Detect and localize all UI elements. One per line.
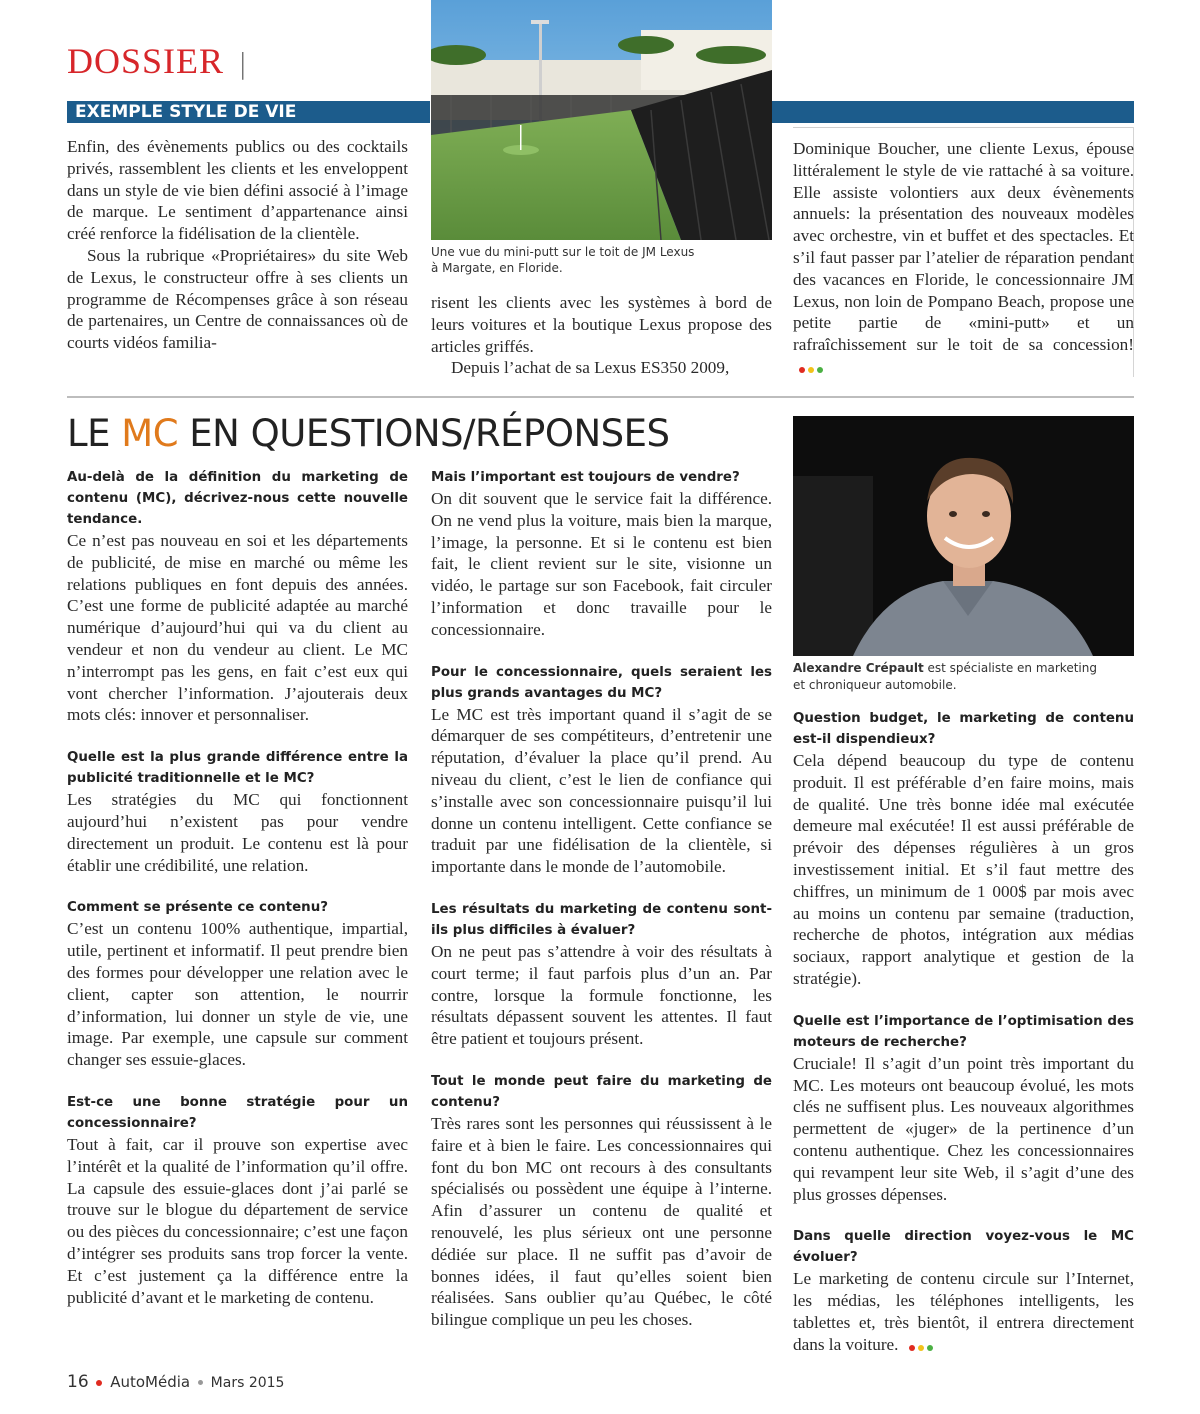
qa-item (67, 747, 408, 876)
qa-item (793, 1226, 1134, 1356)
qa-col1 (67, 467, 408, 1329)
qa-item (67, 897, 408, 1071)
publication-name: AutoMédia (110, 1373, 191, 1391)
qa-title-suffix: EN QUESTIONS/RÉPONSES (178, 412, 670, 455)
photo1-caption-line1: Une vue du mini-putt sur le toit de JM Lexus (431, 245, 695, 259)
photo2-caption (793, 660, 1138, 694)
yellow-dot-icon (918, 1345, 924, 1351)
portrait-photo (793, 416, 1134, 656)
mini-putt-photo (431, 0, 772, 240)
qa-title (67, 410, 670, 458)
qa-answer: Les stratégies du MC qui fonctionnent aujourd’hui n’existent pas pour vendre directement un produit. Le contenu est là pour établir une crédibilité, une relation. (67, 790, 408, 875)
top-col3-p1 (793, 138, 1134, 379)
page-number: 16 (67, 1372, 89, 1392)
green-dot-icon (927, 1345, 933, 1351)
top-col2-p1: risent les clients avec les systèmes à bord de leurs voitures et la boutique Lexus propose des articles griffés. (431, 293, 772, 356)
qa-item (431, 467, 772, 641)
qa-answer: On dit souvent que le service fait la différence. On ne vend plus la voiture, mais bien la marque, l’image, la personne. Et si le contenu est bien fait, le client revient sur le site, visionne un vidéo, le partage sur son Facebook, fait circuler l’information et donc travaille pour le concessionnaire. (431, 489, 772, 639)
subsection-bar-right (772, 101, 1134, 123)
green-dot-icon (817, 367, 823, 373)
end-mark-dots (799, 357, 826, 379)
subsection-bar (67, 101, 430, 123)
qa-item (431, 1071, 772, 1331)
qa-question: Les résultats du marketing de contenu sont-ils plus difficiles à évaluer? (431, 901, 772, 938)
qa-question: Pour le concessionnaire, quels seraient les plus grands avantages du MC? (431, 664, 772, 701)
red-dot-icon (799, 367, 805, 373)
author-name: Alexandre Crépault (793, 661, 924, 675)
top-col3-rule (793, 127, 1134, 128)
qa-question: Quelle est l’importance de l’optimisation des moteurs de recherche? (793, 1013, 1134, 1050)
qa-col3 (793, 708, 1134, 1378)
qa-question: Mais l’important est toujours de vendre? (431, 470, 740, 485)
photo1-caption-line2: à Margate, en Floride. (431, 261, 563, 275)
qa-answer: Cruciale! Il s’agit d’un point très important du MC. Les moteurs ont beaucoup évolué, les mots clés ne suffisent plus. Les nouveaux algorithmes permettent de «juger» de la pertinence d’un contenu authentique. Chez les concessionnaires qui revampent leur site Web, il s’agit d’une des plus grosses dépenses. (793, 1053, 1134, 1204)
top-col1-p2: Sous la rubrique «Propriétaires» du site Web de Lexus, le constructeur offre à ses clients un programme de Récompenses grâce à son réseau de partenaires, un Centre de connaissances où de courts vidéos familia- (67, 245, 408, 353)
end-mark-dots (909, 1335, 936, 1357)
qa-answer: Cela dépend beaucoup du type de contenu produit. Il est préférable d’en faire moins, mais de qualité. Une très bonne idée mal exécutée demeure mal exécutée! Il est aussi préférable de prévoir des dépenses régulières à un gros investissement initial. Et s’il faut mettre des chiffres, un minimum de 1 000$ par mois avec au moins un contenu par semaine (traduction, recherche de photos, intégration aux médias sociaux, rapport analytique et gestion de la stratégie). (793, 751, 1134, 988)
top-col2-p2: Depuis l’achat de sa Lexus ES350 2009, (451, 358, 730, 378)
qa-answer: Tout à fait, car il prouve son expertise avec l’intérêt et la qualité de l’information qu’il offre. La capsule des essuie-glaces dont j’ai parlé se trouve sur le blogue du département de service ou des pièces du concessionnaire; c’est une façon d’intégrer ses produits sans trop forcer la vente. Et c’est justement ça la différence entre la publicité d’avant et le marketing de contenu. (67, 1134, 408, 1307)
qa-question: Quelle est la plus grande différence entre la publicité traditionnelle et le MC? (67, 750, 408, 787)
section-divider (67, 396, 1134, 398)
page-footer (67, 1372, 284, 1393)
qa-item (67, 467, 408, 726)
section-label: DOSSIER (67, 41, 225, 81)
top-col2 (431, 292, 772, 379)
qa-answer-last (793, 1268, 1134, 1356)
photo2-caption-line1 (793, 660, 1138, 677)
qa-answer: Très rares sont les personnes qui réussissent à le faire et à bien le faire. Les concessionnaires qui font du bon MC ont recours à des consultants spécialisés ou possèdent une équipe à l’interne. Afin d’assurer un contenu de qualité et renouvelé, les plus sérieux ont une personne dédiée sur place. Il ne suffit pas d’avoir de bonnes idées, il faut qu’elles soient bien réalisées. Sans oublier qu’au Québec, le côté bilingue complique un peu les choses. (431, 1113, 772, 1330)
qa-title-mc: MC (121, 412, 179, 455)
issue-date: Mars 2015 (210, 1375, 285, 1391)
top-col1-p1: Enfin, des évènements publics ou des cocktails privés, rassemblent les clients et les enveloppent dans un style de vie bien défini associé à l’image de marque. Le sentiment d’appartenance ainsi créé renforce la fidélisation de la clientèle. (67, 137, 408, 244)
qa-col2 (431, 467, 772, 1352)
yellow-dot-icon (808, 367, 814, 373)
red-dot-icon (909, 1345, 915, 1351)
top-col1 (67, 136, 408, 354)
footer-red-dot-icon (96, 1380, 102, 1386)
photo2-caption-line2: et chroniqueur automobile. (793, 678, 957, 692)
subsection-title: EXEMPLE STYLE DE VIE (75, 102, 297, 122)
qa-answer: On ne peut pas s’attendre à voir des résultats à court terme; il faut parfois plus d’un an. Par contre, lorsque la formule fonctionne, les résultats dépassent souvent les attentes. Il faut être patient et toujours présent. (431, 941, 772, 1049)
section-separator: | (238, 47, 249, 80)
qa-item (431, 899, 772, 1050)
qa-question: Au-delà de la définition du marketing de contenu (MC), décrivez-nous cette nouvelle tendance. (67, 470, 408, 527)
qa-item (431, 662, 772, 878)
top-col3-text: Dominique Boucher, une cliente Lexus, épouse littéralement le style de vie rattaché à sa voiture. Elle assiste volontiers aux deux évènements annuels: la présentation des nouveaux modèles avec orchestre, vin et buffet et des spectacles. Et s’il faut passer par l’atelier de réparation pendant des vacances en Floride, le concessionnaire JM Lexus, non loin de Pompano Beach, propose une petite partie de «mini-putt» et un rafraîchissement sur le toit de sa concession! (793, 139, 1134, 355)
qa-answer: Le MC est très important quand il s’agit de se démarquer de ses compétiteurs, d’entretenir une réputation, d’évaluer la place qu’il prend. Au niveau du client, c’est le lien de confiance qui s’installe avec son concessionnaire puisqu’il lui donne un contenu intelligent. Cette confiance se traduit par une fidélisation de la clientèle, si importante dans le monde de l’automobile. (431, 704, 772, 877)
qa-item (793, 708, 1134, 990)
qa-item (793, 1011, 1134, 1206)
qa-answer: C’est un contenu 100% authentique, impartial, utile, pertinent et informatif. Il peut prendre bien des formes pour développer une relation avec le client, capter son attention, le nourrir d’information, lui donner un style de vie, une image. Par exemple, une capsule sur comment changer ses essuie-glaces. (67, 919, 408, 1070)
footer-grey-dot-icon (198, 1380, 203, 1385)
qa-answer-text: Le marketing de contenu circule sur l’Internet, les médias, les téléphones intelligents, les tablettes et, très bientôt, il entrera directement dans la voiture. (793, 1269, 1134, 1354)
qa-question: Est-ce une bonne stratégie pour un concessionnaire? (67, 1094, 408, 1131)
section-title (67, 40, 248, 82)
photo1-caption (431, 244, 776, 276)
qa-title-prefix: LE (67, 412, 122, 455)
qa-answer: Ce n’est pas nouveau en soi et les départements de publicité, de mise en marché ou même les relations publiques en font depuis des années. C’est une forme de publicité adaptée au marché numérique d’aujourd’hui qui va du client au vendeur et non du vendeur au client. Le MC n’interrompt pas les gens, en fait c’est eux qui vont chercher l’information. J’ajouterais deux mots clés: innover et personnaliser. (67, 531, 408, 725)
qa-question: Dans quelle direction voyez-vous le MC évoluer? (793, 1229, 1134, 1266)
photo2-caption-rest: est spécialiste en marketing (923, 661, 1097, 675)
qa-question: Tout le monde peut faire du marketing de contenu? (431, 1073, 772, 1110)
qa-question: Question budget, le marketing de contenu est-il dispendieux? (793, 711, 1134, 747)
qa-question: Comment se présente ce contenu? (67, 900, 328, 916)
qa-item (67, 1092, 408, 1308)
top-col3 (793, 138, 1134, 379)
